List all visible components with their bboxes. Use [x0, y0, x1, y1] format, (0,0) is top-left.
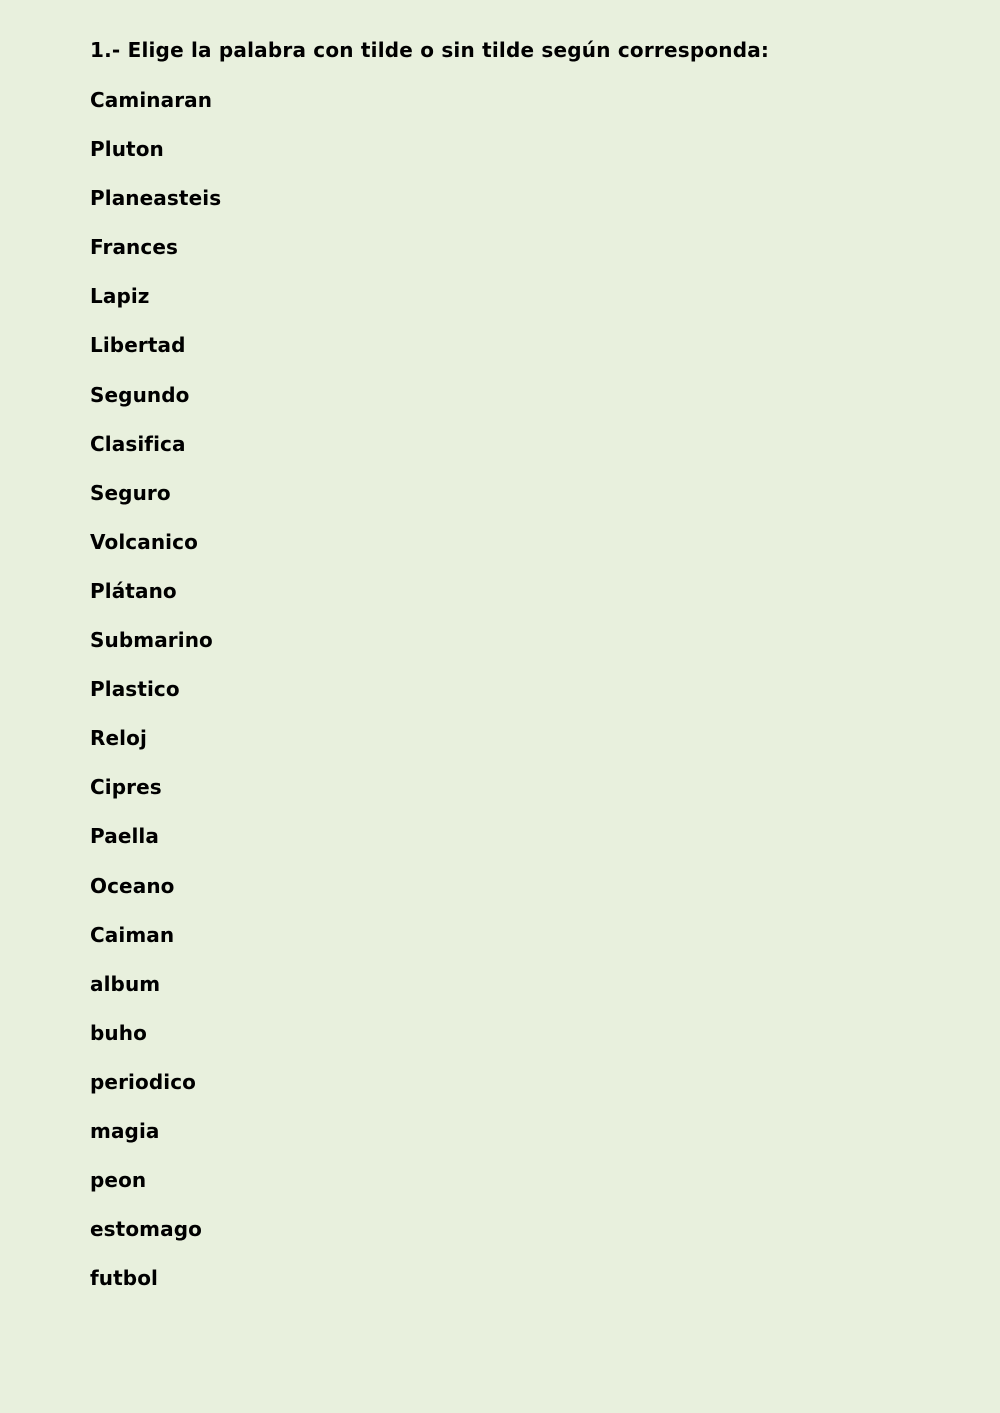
- word-item-seguro[interactable]: Seguro: [90, 480, 171, 505]
- word-list: [90, 86, 950, 1313]
- word-item-pluton[interactable]: Pluton: [90, 137, 164, 162]
- word-item-paella[interactable]: Paella: [90, 824, 159, 849]
- word-item-album[interactable]: album: [90, 971, 161, 996]
- worksheet: [90, 36, 950, 1313]
- word-item-periodico[interactable]: periodico: [90, 1069, 197, 1094]
- word-item-peon[interactable]: peon: [90, 1168, 147, 1193]
- word-item-caiman[interactable]: Caiman: [90, 922, 175, 947]
- word-item-estomago[interactable]: estomago: [90, 1217, 202, 1242]
- word-item-platano[interactable]: Plátano: [90, 578, 177, 603]
- word-item-libertad[interactable]: Libertad: [90, 333, 186, 358]
- word-item-reloj[interactable]: Reloj: [90, 726, 147, 751]
- word-item-clasifica[interactable]: Clasifica: [90, 431, 186, 456]
- word-item-magia[interactable]: magia: [90, 1118, 160, 1143]
- word-item-frances[interactable]: Frances: [90, 235, 179, 260]
- word-item-caminaran[interactable]: Caminaran: [90, 88, 213, 112]
- word-item-segundo[interactable]: Segundo: [90, 382, 190, 407]
- word-item-oceano[interactable]: Oceano: [90, 873, 175, 898]
- word-item-planeasteis[interactable]: Planeasteis: [90, 186, 222, 211]
- word-item-lapiz[interactable]: Lapiz: [90, 284, 150, 309]
- exercise-instruction: 1.- Elige la palabra con tilde o sin tilde según corresponda:: [90, 38, 770, 62]
- word-item-buho[interactable]: buho: [90, 1020, 147, 1045]
- word-item-submarino[interactable]: Submarino: [90, 628, 213, 653]
- word-item-futbol[interactable]: futbol: [90, 1266, 159, 1291]
- word-item-volcanico[interactable]: Volcanico: [90, 529, 198, 554]
- word-item-cipres[interactable]: Cipres: [90, 775, 162, 800]
- word-item-plastico[interactable]: Plastico: [90, 677, 180, 702]
